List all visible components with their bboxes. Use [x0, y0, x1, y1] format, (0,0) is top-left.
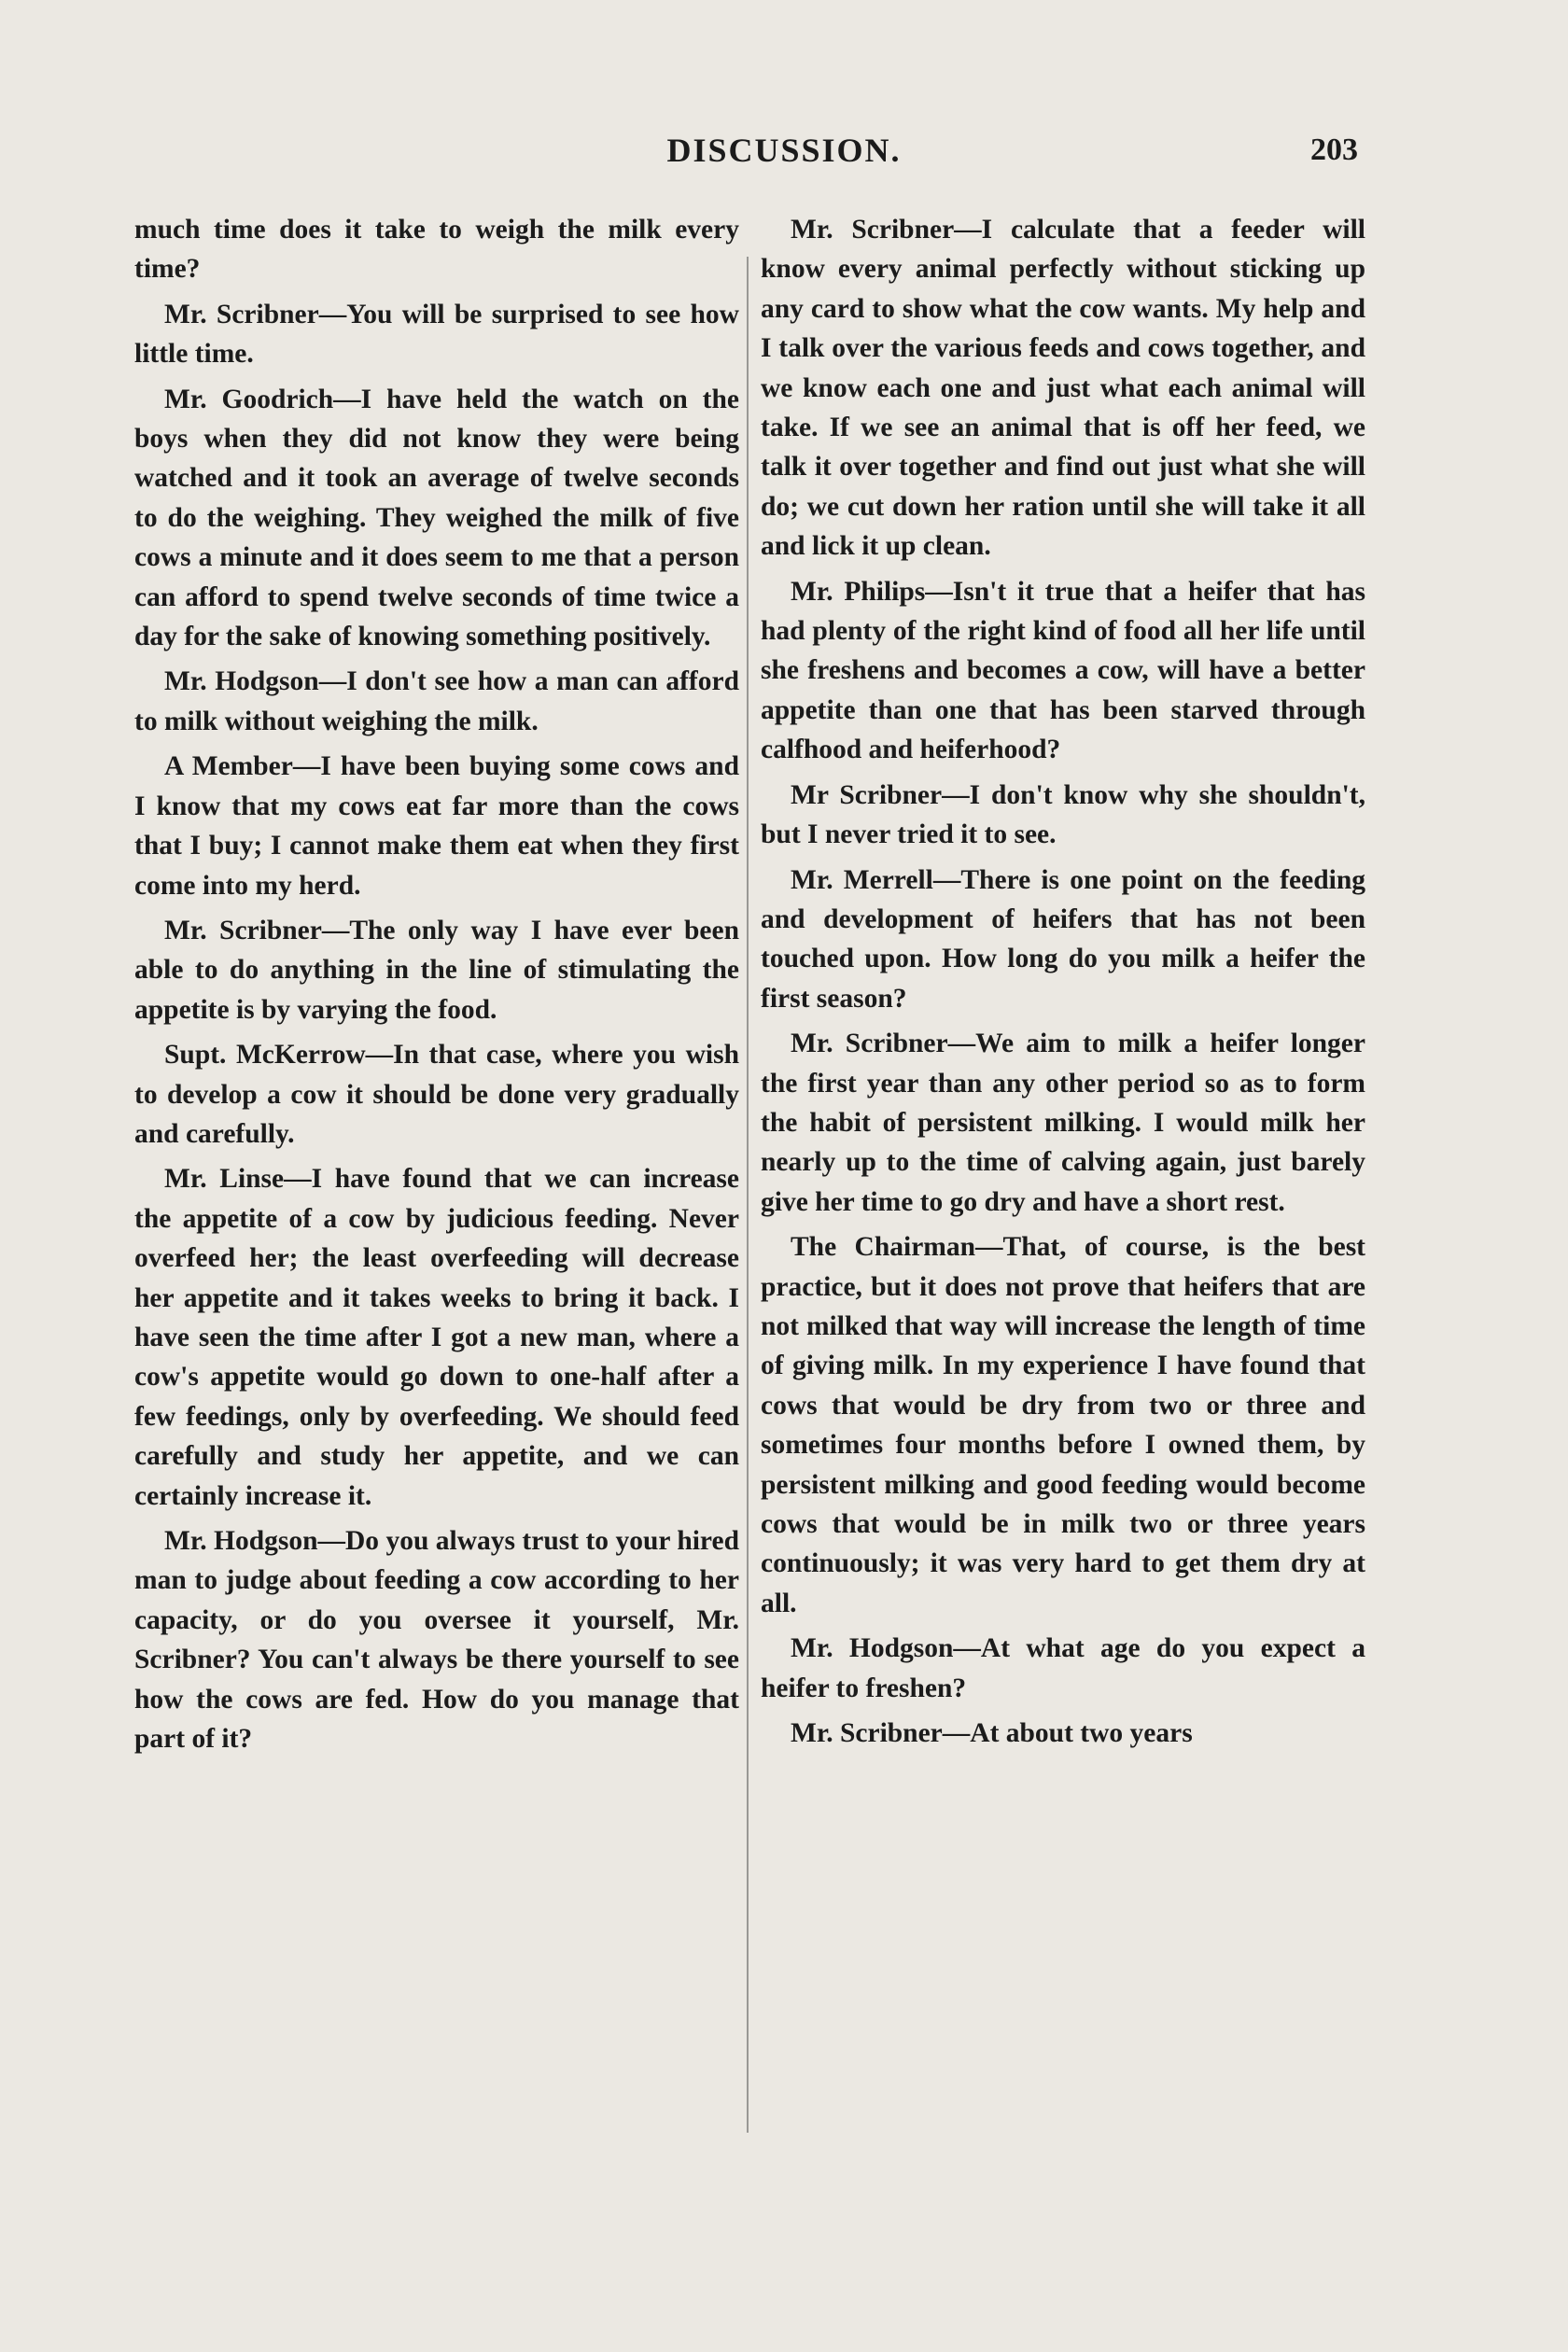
paragraph: The Chairman—That, of course, is the best practice, but it does not prove that heifers that are not milked that way will increase the length of time of giving milk. In my experience I have found that cows that would be dry from two or three and sometimes four months before I owned them, by persistent milking and good feeding would become cows that would be in milk two or three years continuously; it was very hard to get them dry at all. [761, 1232, 1365, 1618]
right-column [761, 210, 1365, 1758]
paragraph: A Member—I have been buying some cows and I know that my cows eat far more than the cows that I buy; I cannot make them eat when they first come into my herd. [134, 751, 739, 901]
paragraph: Mr. Hodgson—Do you always trust to your hired man to judge about feeding a cow according to her capacity, or do you oversee it yourself, Mr. Scribner? You can't always be there yourself to see how the cows are fed. How do you manage that part of it? [134, 1526, 739, 1755]
paragraph: Mr. Scribner—At about two years [791, 1718, 1193, 1749]
column-divider [747, 257, 749, 2133]
paragraph: Mr. Philips—Isn't it true that a heifer that has had plenty of the right kind of food all her life until she freshens and becomes a cow, will have a better appetite than one that has been starved through calfhood and heiferhood? [761, 576, 1365, 765]
paragraph: Supt. McKerrow—In that case, where you wish to develop a cow it should be done very gradually and carefully. [134, 1040, 739, 1149]
paragraph: much time does it take to weigh the milk every time? [134, 215, 739, 285]
paragraph: Mr. Goodrich—I have held the watch on the boys when they did not know they were being watched and it took an average of twelve seconds to do the weighing. They weighed the milk of five cows a minute and it does seem to me that a person can afford to spend twelve seconds of time twice a day for the sake of knowing something positively. [134, 384, 739, 652]
left-column [134, 210, 739, 1764]
paragraph: Mr Scribner—I don't know why she shouldn't, but I never tried it to see. [761, 779, 1365, 850]
paragraph: Mr. Scribner—The only way I have ever been able to do anything in the line of stimulating the appetite is by varying the food. [134, 915, 739, 1025]
page-number: 203 [1310, 133, 1358, 167]
paragraph: Mr. Scribner—I calculate that a feeder will know every animal perfectly without sticking up any card to show what the cow wants. My help and I talk over the various feeds and cows together, and we know each one and just what each animal will take. If we see an animal that is off her feed, we talk it over together and find out just what she will do; we cut down her ration until she will take it all and lick it up clean. [761, 215, 1365, 562]
paragraph: Mr. Scribner—You will be surprised to see how little time. [134, 299, 739, 370]
paragraph: Mr. Hodgson—I don't see how a man can afford to milk without weighing the milk. [134, 666, 739, 736]
paragraph: Mr. Linse—I have found that we can increase the appetite of a cow by judicious feeding. Never overfeed her; the least overfeeding will decrease her appetite and it takes weeks to bring it back. I have seen the time after I got a new man, where a cow's appetite would go down to one-half after a few feedings, only by overfeeding. We should feed carefully and study her appetite, and we can certainly increase it. [134, 1164, 739, 1511]
paragraph: Mr. Merrell—There is one point on the feeding and development of heifers that has not been touched upon. How long do you milk a heifer the first season? [761, 864, 1365, 1014]
running-head [0, 127, 1568, 174]
running-title: DISCUSSION. [666, 132, 902, 169]
paragraph: Mr. Hodgson—At what age do you expect a heifer to freshen? [761, 1633, 1365, 1703]
paragraph: Mr. Scribner—We aim to milk a heifer longer the first year than any other period so as to form the habit of persistent milking. I would milk her nearly up to the time of calving again, just barely give her time to go dry and have a short rest. [761, 1029, 1365, 1217]
